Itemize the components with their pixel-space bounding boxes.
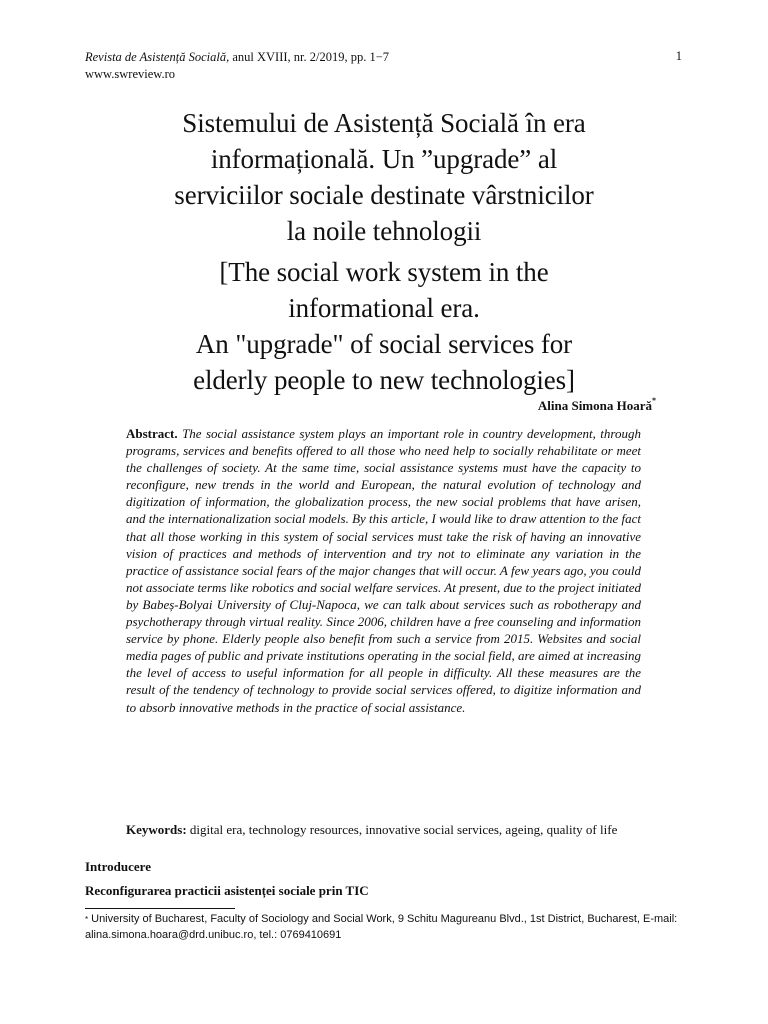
author-name	[538, 398, 656, 414]
title-ro-line: informațională. Un ”upgrade” al	[210, 144, 558, 174]
author-name-text: Alina Simona Hoară	[537, 398, 652, 413]
abstract-text: The social assistance system plays an important role in country development, through programs, services and benefits offered to all those who need help to socially rehabilitate or meet the challenges of society. At the same time, social assistance systems must have the capacity to reconfigure, new trends in the world and European, the natural evolution of technology and digitization of information, the globalization process, the new social problems that have arisen, and the internationalization social models. By this article, I would like to draw attention to the fact that all those working in this system of social services must take the risk of having an innovative vision of practices and methods of intervention and try not to eliminate any variation in the practice of assistance social fears of the major changes that will occur. A few years ago, you could not associate terms like robotics and social welfare services. At present, due to the project initiated by Babeș-Bolyai University of Cluj-Napoca, we can talk about services such as robotherapy and psychotherapy through virtual reality. Since 2006, children have a free counseling and information service by phone. Elderly people also benefit from such a service from 2015. Websites and social media pages of public and private institutions operating in the social field, are aimed at increasing the level of access to useful information for all people in difficulty. All these measures are the result of the tendency of technology to provide social services offered, to digitize information and to absorb innovative methods in the practice of social assistance.	[126, 426, 641, 715]
title-en-line: An "upgrade" of social services for	[195, 329, 573, 359]
section-heading-introducere: Introducere	[85, 859, 151, 874]
author-footnote	[85, 911, 687, 943]
running-header	[85, 49, 685, 83]
abstract-label: Abstract.	[126, 426, 178, 441]
title-en-line: elderly people to new technologies]	[193, 365, 575, 395]
title-ro-line: Sistemului de Asistență Socială în era	[182, 108, 586, 138]
keywords	[126, 821, 641, 839]
title-en-line: informational era.	[288, 293, 480, 323]
abstract	[126, 425, 641, 716]
page-number: 1	[675, 49, 682, 63]
footnote-marker: *	[85, 915, 89, 924]
subsection-heading: Reconfigurarea practicii asistenței sociale prin TIC	[85, 883, 369, 898]
title-ro-line: serviciilor sociale destinate vârstnicilor	[174, 180, 594, 210]
author-footnote-marker: *	[652, 396, 656, 405]
journal-name: Revista de Asistență Socială,	[85, 50, 230, 64]
article-title	[100, 105, 668, 398]
keywords-text: digital era, technology resources, innovative social services, ageing, quality of life	[189, 822, 618, 837]
title-en-line: [The social work system in the	[219, 257, 549, 287]
journal-issue: anul XVIII, nr. 2/2019, pp. 1−7	[229, 50, 390, 64]
journal-website: www.swreview.ro	[85, 67, 176, 81]
footnote-divider	[85, 908, 235, 909]
footnote-text: University of Bucharest, Faculty of Sociology and Social Work, 9 Schitu Magureanu Blvd., 1st District, Bucharest, E-mail: alina.simona.hoara@drd.unibuc.ro, tel.: 0769410691	[85, 913, 678, 941]
title-ro-line: la noile tehnologii	[286, 216, 482, 246]
keywords-label: Keywords:	[126, 822, 187, 837]
